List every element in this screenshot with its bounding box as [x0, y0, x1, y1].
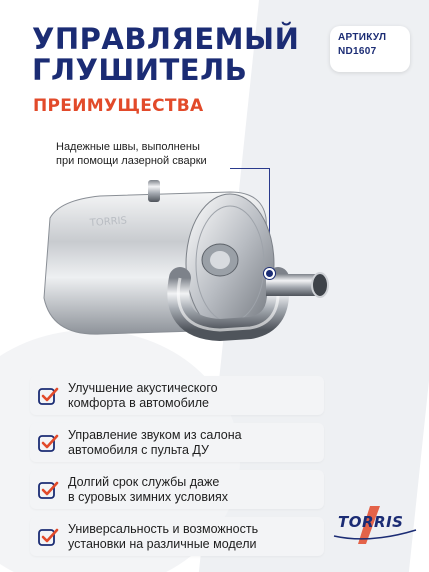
- feature-line: Долгий срок службы даже: [68, 474, 220, 489]
- feature-item: [30, 423, 324, 462]
- title-line-1: УПРАВЛЯЕМЫЙ: [32, 22, 300, 56]
- feature-text: [68, 428, 242, 458]
- callout-marker: [264, 268, 275, 279]
- brand-logo: [330, 500, 420, 550]
- feature-item: [30, 470, 324, 509]
- callout-line-1: Надежные швы, выполнены: [56, 141, 200, 153]
- feature-line: Универсальность и возможность: [68, 521, 259, 536]
- logo-text: TORRIS: [338, 513, 404, 531]
- product-title: [32, 24, 302, 86]
- article-code: ND1607: [338, 46, 377, 57]
- feature-text: [68, 475, 228, 505]
- feature-text: [68, 381, 218, 411]
- article-badge: [330, 26, 410, 72]
- feature-line: Улучшение акустического: [68, 380, 218, 395]
- feature-line: установки на различные модели: [68, 536, 257, 551]
- title-line-2: ГЛУШИТЕЛЬ: [32, 53, 248, 87]
- feature-line: в суровых зимних условиях: [68, 489, 229, 504]
- callout-line-2: при помощи лазерной сварки: [56, 155, 207, 167]
- feature-item: [30, 517, 324, 556]
- weld-callout: [56, 140, 226, 168]
- checkbox-check-icon: [37, 432, 59, 454]
- checkbox-check-icon: [37, 526, 59, 548]
- feature-line: Управление звуком из салона: [68, 427, 242, 442]
- muffler-image: [30, 178, 350, 358]
- section-subtitle: ПРЕИМУЩЕСТВА: [33, 96, 204, 116]
- features-list: [30, 376, 324, 564]
- checkbox-check-icon: [37, 385, 59, 407]
- feature-line: комфорта в автомобиле: [68, 395, 209, 410]
- svg-text:TORRIS: TORRIS: [89, 215, 128, 229]
- checkbox-check-icon: [37, 479, 59, 501]
- feature-line: автомобиля с пульта ДУ: [68, 442, 209, 457]
- feature-item: [30, 376, 324, 415]
- article-label: АРТИКУЛ: [338, 32, 387, 43]
- feature-text: [68, 522, 258, 552]
